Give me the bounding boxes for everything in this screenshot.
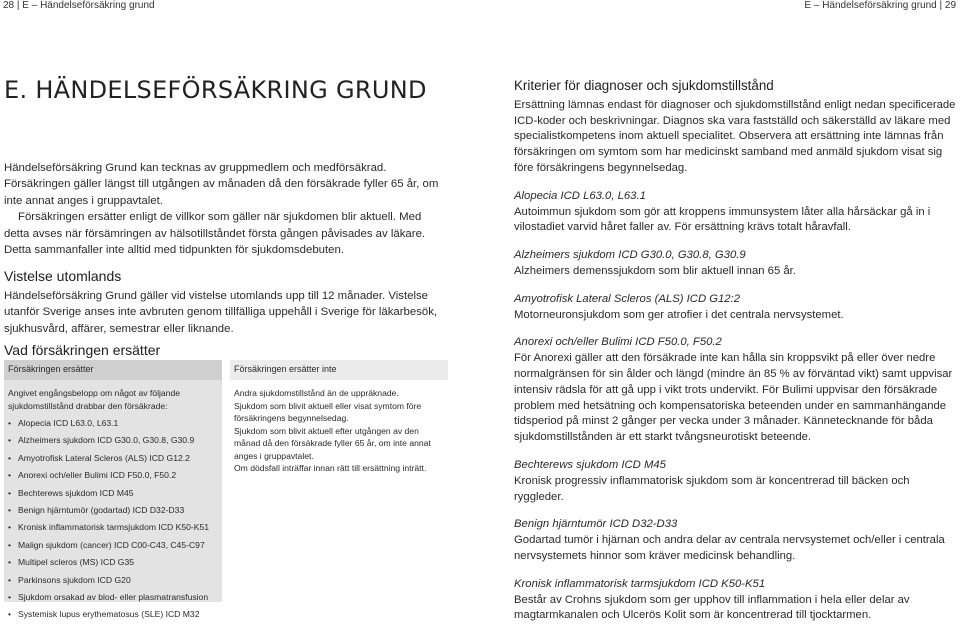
diagnosis-text: Autoimmun sjukdom som gör att kroppens immunsystem låter alla hårsäckar gå in i vilostadiet varvid håret faller av. För ersättning krävs totalt håravfall. [514, 205, 931, 234]
left-column [4, 160, 444, 337]
right-column [514, 78, 958, 624]
list-item: • Systemisk lupus erythematosus (SLE) ICD M32 [8, 606, 218, 623]
vistelse-heading: Vistelse utomlands [4, 268, 122, 285]
covered-intro: Angivet engångsbelopp om något av följande sjukdomstillstånd drabbar den försäkrade: [8, 388, 181, 411]
section-title: E. HÄNDELSEFÖRSÄKRING GRUND [4, 76, 427, 104]
list-item: • Alzheimers sjukdom ICD G30.0, G30.8, G30.9 [8, 432, 218, 449]
covered-column-header: Försäkringen ersätter [4, 360, 222, 380]
diagnosis-title: Benign hjärntumör ICD D32-D33 [514, 518, 678, 531]
not-covered-column [230, 360, 448, 602]
not-covered-item: Sjukdom som blivit aktuell efter utgången av den månad då den försäkrade fyller 65 år, om inte annat anges i gruppavtalet. [234, 425, 431, 461]
page-header-right: E – Händelseförsäkring grund | 29 [804, 0, 956, 11]
diagnosis-text: Kronisk progressiv inflammatorisk sjukdom som är koncentrerad till bäcken och ryggleder. [514, 474, 910, 503]
diagnosis-text: Motorneuronsjukdom som ger atrofier i det centrala nervsystemet. [514, 308, 844, 321]
not-covered-column-header: Försäkringen ersätter inte [230, 360, 448, 380]
diagnosis-text: Godartad tumör i hjärnan och andra delar av centrala nervsystemet och/eller i centrala nervsystemets hinnor som kräver medicinsk behandling. [514, 534, 945, 562]
list-item: • Alopecia ICD L63.0, L63.1 [8, 415, 218, 432]
diagnosis-text: För Anorexi gäller att den försäkrade inte kan hålla sin kroppsvikt på eller över nedre normalgränsen för sin ålder och längd (mindre än 85 % av förväntad vikt) samt uppvisar intensiv rädsla för att gå upp i vikt trots undervikt. För Bulimi uppvisar den försäkrade problem med hetsätning och kompensatoriska beteenden under en sammanhängande tidsperiod på minst 2 gånger per vecka under 3 månader. Kännetecknande för båda sjukdomstillstånden är ett starkt tvångsneurotiskt beteende. [514, 352, 953, 444]
list-item: • Benign hjärntumör (godartad) ICD D32-D33 [8, 502, 218, 519]
criteria-heading: Kriterier för diagnoser och sjukdomstillstånd [514, 78, 774, 93]
list-item: • Parkinsons sjukdom ICD G20 [8, 572, 218, 589]
diagnosis-text: Består av Crohns sjukdom som ger upphov till inflammation i hela eller delar av magtarmkanalen och Ulcerös Kolit som är koncentrerad till tjocktarmen. [514, 593, 910, 622]
list-item: • Bechterews sjukdom ICD M45 [8, 485, 218, 502]
list-item: • Anorexi och/eller Bulimi ICD F50.0, F50.2 [8, 467, 218, 484]
page-header-left: 28 | E – Händelseförsäkring grund [3, 0, 155, 11]
not-covered-item: Andra sjukdomstillstånd än de uppräknade. [234, 388, 399, 398]
diagnosis-title: Anorexi och/eller Bulimi ICD F50.0, F50.2 [514, 336, 722, 349]
coverage-table [4, 360, 448, 620]
diagnosis-title: Alzheimers sjukdom ICD G30.0, G30.8, G30.9 [514, 249, 746, 262]
list-item: • Kronisk inflammatorisk tarmsjukdom ICD K50-K51 [8, 519, 218, 536]
intro-paragraph: Händelseförsäkring Grund kan tecknas av gruppmedlem och medförsäkrad. Försäkringen gäller längst till utgången av månaden då den försäkrade fyller 65 år, om inte annat anges i gruppavtalet. [4, 162, 439, 207]
coverage-heading: Vad försäkringen ersätter [4, 342, 161, 358]
criteria-intro: Ersättning lämnas endast för diagnoser och sjukdomstillstånd enligt nedan specificerade ICD-koder och beskrivningar. Diagnos ska vara fastställd och säkerställd av läkare med specialistkompetens inom aktuell specialitet. Observera att ersättning inte lämnas från försäkringen om symtom som har medicinskt samband med anmäld sjukdom visat sig före försäkringens begynnelsedag. [514, 98, 956, 174]
diagnosis-title: Bechterews sjukdom ICD M45 [514, 458, 666, 471]
diagnosis-text: Alzheimers demenssjukdom som blir aktuell innan 65 år. [514, 264, 796, 277]
list-item: • Multipel scleros (MS) ICD G35 [8, 554, 218, 571]
not-covered-item: Sjukdom som blivit aktuell eller visat symtom före försäkringens begynnelsedag. [234, 400, 422, 423]
list-item: • Sjukdom orsakad av blod- eller plasmatransfusion [8, 589, 218, 606]
vistelse-paragraph: Händelseförsäkring Grund gäller vid vistelse utomlands upp till 12 månader. Vistelse utanför Sverige anses inte avbruten genom tillfälliga uppehåll i Sverige för läkarbesök, sjukhusvård, affärer, semestrar eller liknande. [4, 289, 438, 335]
list-item: • Amyotrofisk Lateral Scleros (ALS) ICD G12.2 [8, 450, 218, 467]
list-item: • Malign sjukdom (cancer) ICD C00-C43, C45-C97 [8, 537, 218, 554]
not-covered-item: Om dödsfall inträffar innan rätt till ersättning inträtt. [234, 463, 427, 473]
conditions-paragraph: Försäkringen ersätter enligt de villkor som gäller när sjukdomen blir aktuell. Med detta avses när försämringen av hälsotillståndet första gången påvisades av läkare. Detta sammanfaller inte alltid med tidpunkten för sjukdomsdebuten. [4, 211, 426, 257]
covered-list [8, 415, 218, 624]
diagnosis-title: Alopecia ICD L63.0, L63.1 [514, 189, 646, 202]
covered-column [4, 360, 222, 620]
diagnosis-title: Amyotrofisk Lateral Scleros (ALS) ICD G12:2 [514, 292, 741, 305]
diagnosis-title: Kronisk inflammatorisk tarmsjukdom ICD K50-K51 [514, 577, 766, 590]
